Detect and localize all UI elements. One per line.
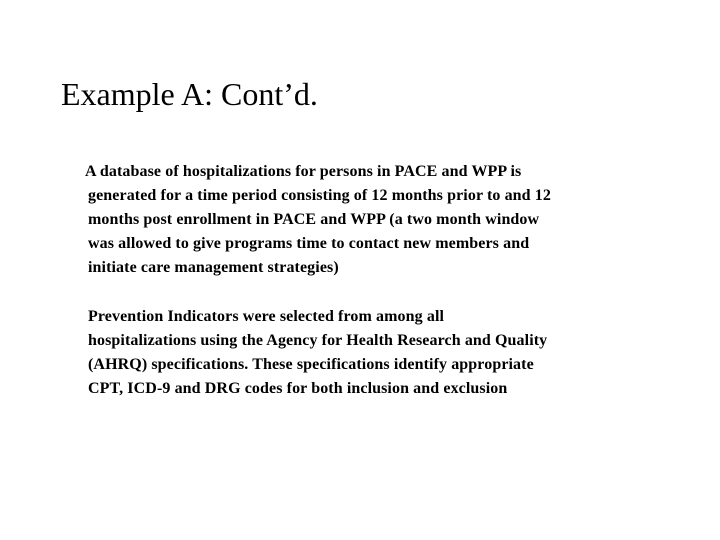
paragraph-line: generated for a time period consisting of 12 months prior to and 12: [88, 187, 551, 204]
slide-title: Example A: Cont’d.: [61, 76, 318, 112]
paragraph-line: (AHRQ) specifications. These specifications identify appropriate: [88, 356, 534, 373]
paragraph-line: CPT, ICD-9 and DRG codes for both inclusion and exclusion: [88, 380, 508, 397]
paragraph-line: Prevention Indicators were selected from among all: [88, 308, 445, 325]
paragraph-line: A database of hospitalizations for persons in PACE and WPP is: [85, 163, 522, 180]
paragraph-line: was allowed to give programs time to contact new members and: [88, 235, 530, 252]
body-paragraph-database: [85, 160, 688, 280]
body-paragraph-prevention-indicators: [88, 305, 688, 401]
paragraph-line: months post enrollment in PACE and WPP (a two month window: [88, 211, 540, 228]
paragraph-line: hospitalizations using the Agency for Health Research and Quality: [88, 332, 548, 349]
paragraph-line: initiate care management strategies): [88, 259, 339, 276]
